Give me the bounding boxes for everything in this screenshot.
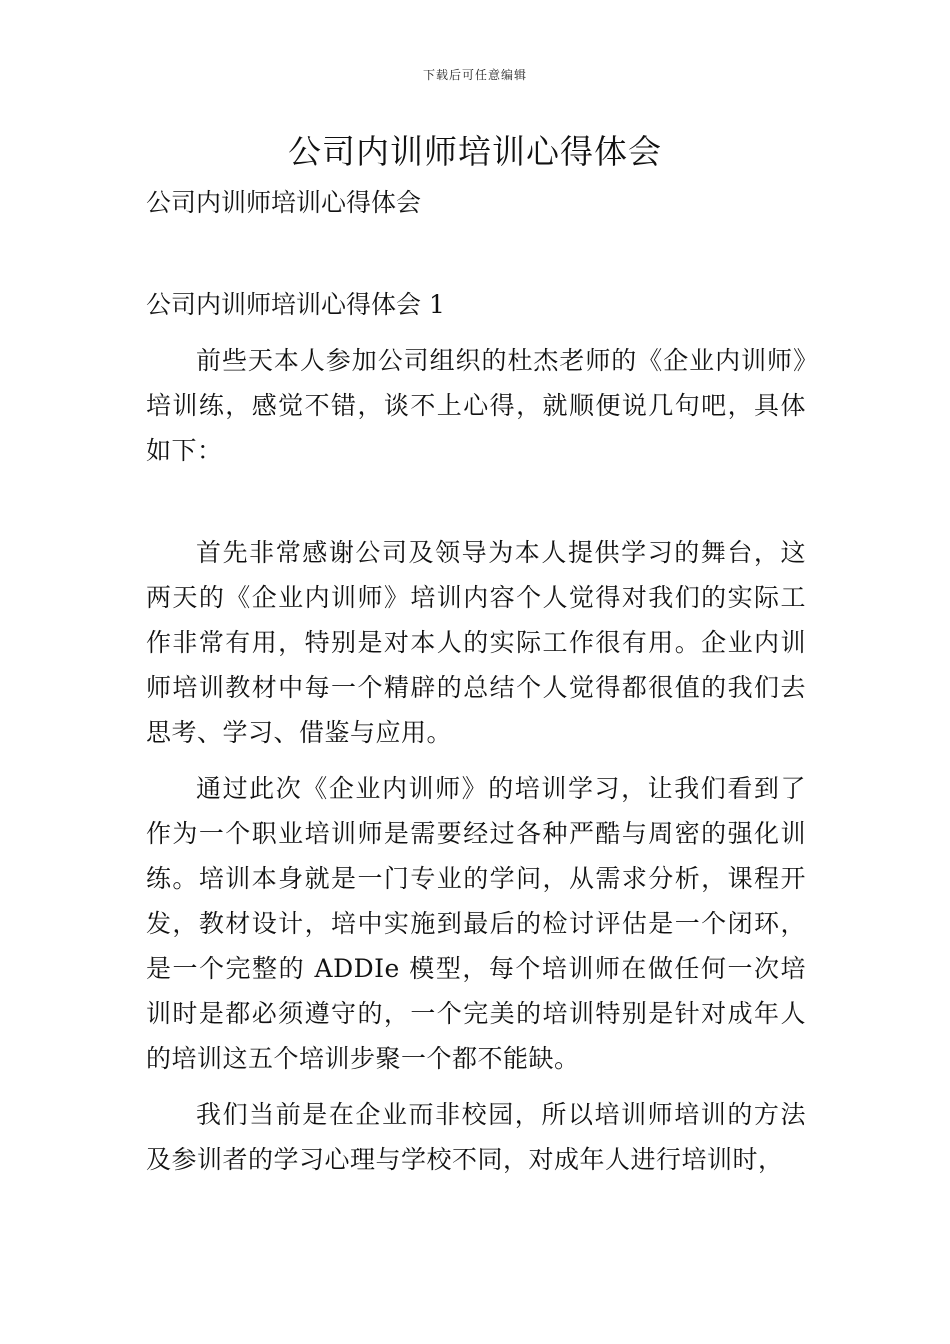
document-body <box>146 180 806 1182</box>
document-subtitle: 公司内训师培训心得体会 <box>146 188 422 217</box>
header-note: 下载后可任意编辑 <box>422 68 527 82</box>
paragraph: 前些天本人参加公司组织的杜杰老师的《企业内训师》培训练，感觉不错，谈不上心得，就顺便说几句吧，具体如下： <box>146 346 806 465</box>
document-title: 公司内训师培训心得体会 <box>288 132 662 171</box>
paragraph: 我们当前是在企业而非校园，所以培训师培训的方法及参训者的学习心理与学校不同，对成年人进行培训时， <box>146 1100 806 1174</box>
paragraph: 首先非常感谢公司及领导为本人提供学习的舞台，这两天的《企业内训师》培训内容个人觉得对我们的实际工作非常有用，特别是对本人的实际工作很有用。企业内训师培训教材中每一个精辟的总结个人觉得都很值的我们去思考、学习、借鉴与应用。 <box>146 538 806 747</box>
section-heading: 公司内训师培训心得体会 1 <box>146 290 445 319</box>
paragraph: 通过此次《企业内训师》的培训学习，让我们看到了作为一个职业培训师是需要经过各种严酷与周密的强化训练。培训本身就是一门专业的学问，从需求分析，课程开发，教材设计，培中实施到最后的检讨评估是一个闭环，是一个完整的 ADDIe 模型，每个培训师在做任何一次培训时是都必须遵守的，一个完美的培训特别是针对成年人的培训这五个培训步聚一个都不能缺。 <box>146 774 806 1073</box>
